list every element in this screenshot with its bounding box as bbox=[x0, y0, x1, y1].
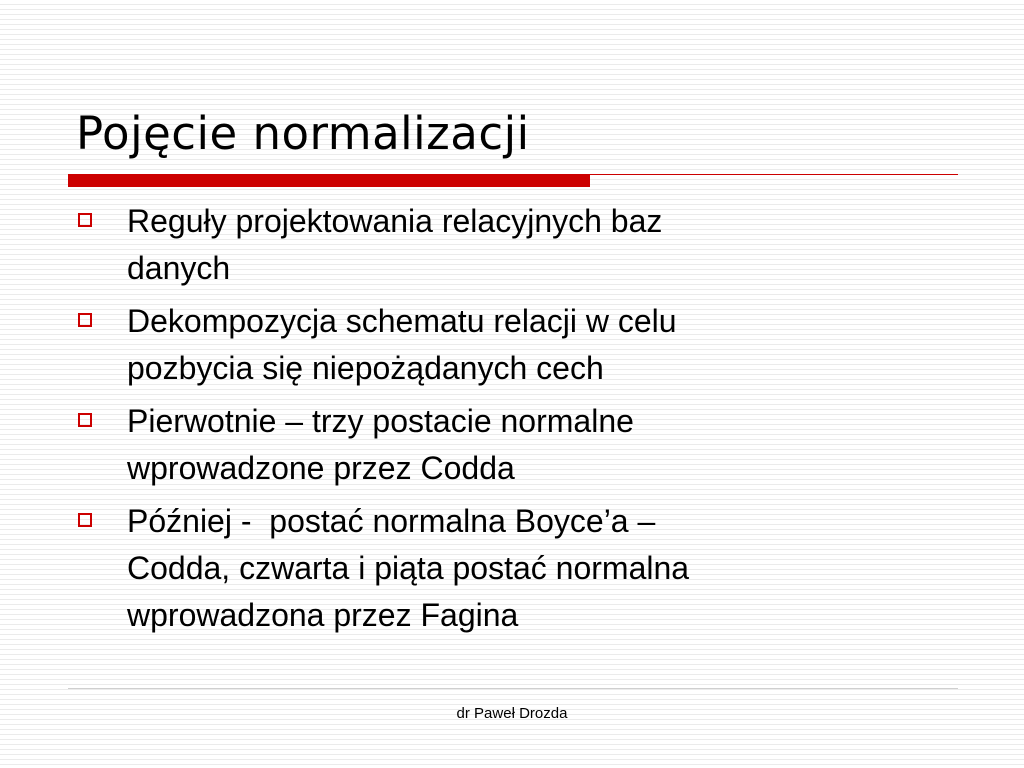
slide-title: Pojęcie normalizacji bbox=[76, 107, 530, 160]
bullet-text-line: Dekompozycja schematu relacji w celu bbox=[127, 303, 677, 339]
bullet-text-line: Codda, czwarta i piąta postać normalna bbox=[127, 550, 690, 586]
bullet-list bbox=[76, 198, 906, 645]
bullet-item bbox=[76, 298, 906, 392]
footer-divider bbox=[68, 688, 958, 689]
bullet-text-line: wprowadzona przez Fagina bbox=[127, 597, 519, 633]
bullet-text-line: danych bbox=[127, 250, 231, 286]
footer-author: dr Paweł Drozda bbox=[456, 705, 568, 722]
hollow-square-bullet-icon bbox=[78, 413, 92, 427]
bullet-text-line: Reguły projektowania relacyjnych baz bbox=[127, 203, 663, 239]
bullet-item bbox=[76, 198, 906, 292]
hollow-square-bullet-icon bbox=[78, 213, 92, 227]
bullet-text-line: wprowadzone przez Codda bbox=[127, 450, 515, 486]
bullet-text-line: Później - postać normalna Boyce’a – bbox=[127, 503, 656, 539]
bullet-item bbox=[76, 498, 906, 639]
bullet-item bbox=[76, 398, 906, 492]
bullet-text-line: Pierwotnie – trzy postacie normalne bbox=[127, 403, 634, 439]
title-underline-accent bbox=[68, 174, 590, 187]
bullet-text-line: pozbycia się niepożądanych cech bbox=[127, 350, 604, 386]
hollow-square-bullet-icon bbox=[78, 313, 92, 327]
hollow-square-bullet-icon bbox=[78, 513, 92, 527]
